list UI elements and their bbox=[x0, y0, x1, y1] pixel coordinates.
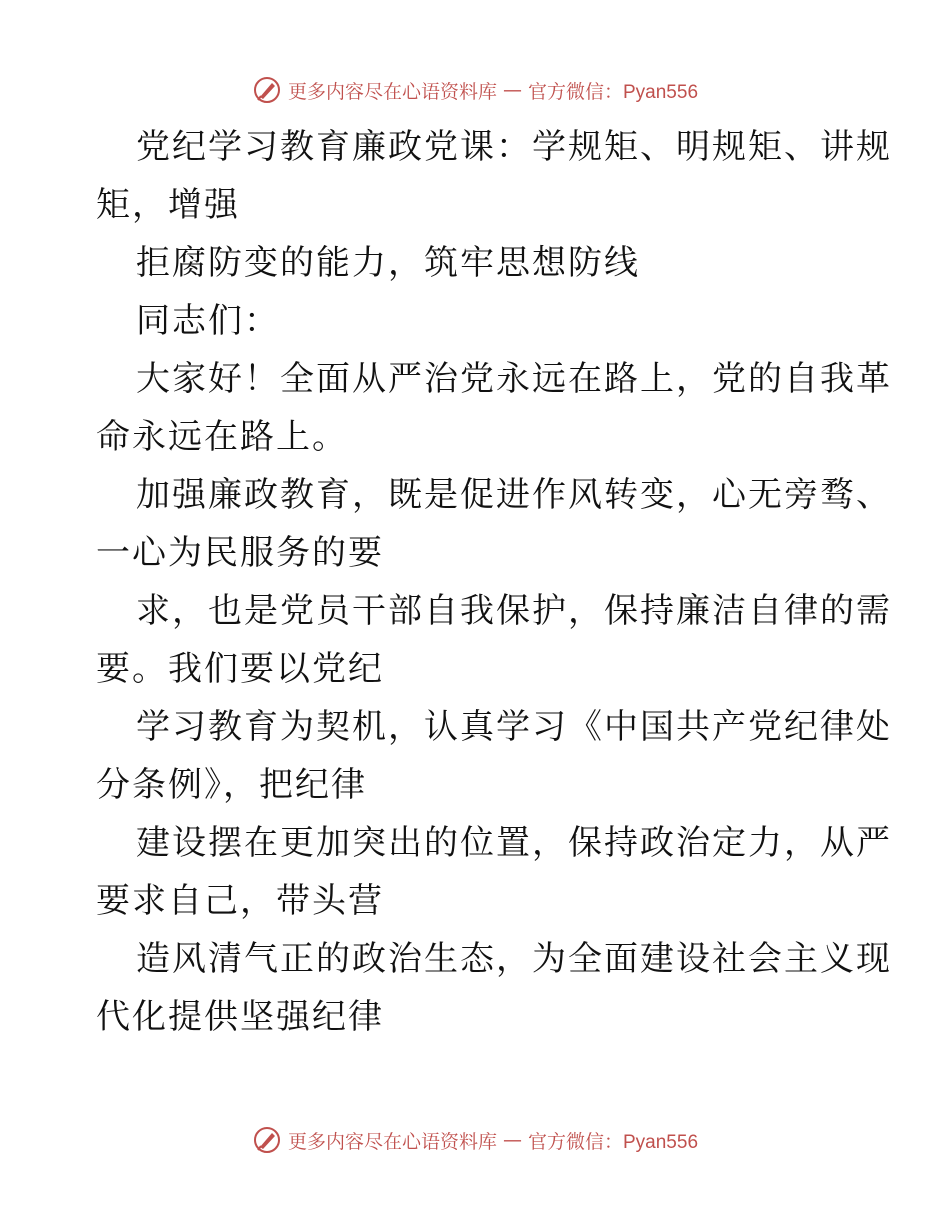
feather-pen-logo-icon bbox=[252, 1125, 282, 1155]
footer-banner-text: 更多内容尽在心语资料库 bbox=[287, 1130, 497, 1153]
doc-line: 造风清气正的政治生态，为全面建设社会主义现 bbox=[136, 939, 892, 979]
document-body bbox=[96, 118, 892, 1046]
footer-banner-dash: — bbox=[503, 1129, 522, 1151]
doc-line: 代化提供坚强纪律 bbox=[96, 997, 384, 1037]
doc-line: 求，也是党员干部自我保护，保持廉洁自律的需 bbox=[136, 591, 892, 631]
doc-line: 命永远在路上。 bbox=[96, 417, 348, 457]
footer-banner-wechat: 官方微信：Pyan556 bbox=[528, 1131, 699, 1153]
doc-line: 同志们： bbox=[136, 301, 280, 341]
doc-line: 拒腐防变的能力，筑牢思想防线 bbox=[136, 243, 640, 283]
feather-pen-logo-icon bbox=[252, 75, 282, 105]
header-banner bbox=[0, 72, 950, 108]
doc-line: 要。我们要以党纪 bbox=[96, 649, 384, 689]
header-banner-wechat: 官方微信：Pyan556 bbox=[528, 81, 699, 103]
doc-line: 大家好！全面从严治党永远在路上，党的自我革 bbox=[136, 359, 892, 399]
doc-line: 建设摆在更加突出的位置，保持政治定力，从严 bbox=[136, 823, 892, 863]
footer-banner bbox=[0, 1122, 950, 1158]
doc-line: 分条例》，把纪律 bbox=[96, 765, 367, 805]
doc-line: 加强廉政教育，既是促进作风转变，心无旁骛、 bbox=[136, 475, 892, 515]
header-banner-text: 更多内容尽在心语资料库 bbox=[287, 80, 497, 103]
doc-line: 一心为民服务的要 bbox=[96, 533, 384, 573]
doc-line: 学习教育为契机，认真学习《中国共产党纪律处 bbox=[136, 707, 892, 747]
doc-line: 矩，增强 bbox=[96, 185, 240, 225]
header-banner-dash: — bbox=[503, 79, 522, 101]
doc-line: 要求自己，带头营 bbox=[96, 881, 384, 921]
doc-line: 党纪学习教育廉政党课：学规矩、明规矩、讲规 bbox=[136, 127, 892, 167]
